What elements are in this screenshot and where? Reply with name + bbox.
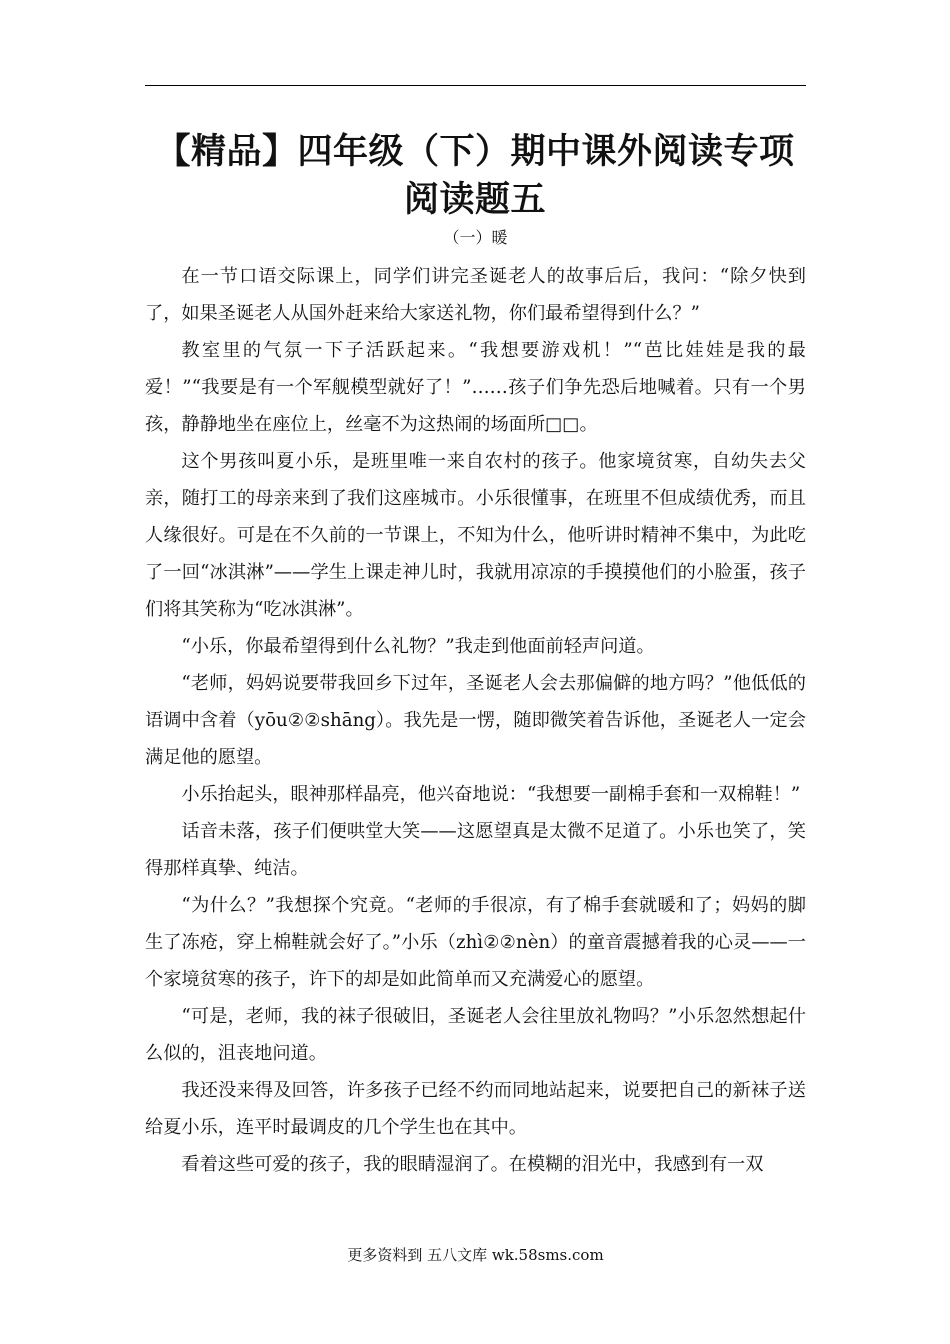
- header-rule: [145, 85, 806, 86]
- paragraph: 这个男孩叫夏小乐，是班里唯一来自农村的孩子。他家境贫寒，自幼失去父亲，随打工的母亲来到了我们这座城市。小乐很懂事，在班里不但成绩优秀，而且人缘很好。可是在不久前的一节课上，不知为什么，他听讲时精神不集中，为此吃了一回“冰淇淋”——学生上课走神儿时，我就用凉凉的手摸摸他们的小脸蛋，孩子们将其笑称为“吃冰淇淋”。: [145, 451, 806, 620]
- paragraph: 话音未落，孩子们便哄堂大笑——这愿望真是太微不足道了。小乐也笑了，笑得那样真挚、纯洁。: [145, 821, 806, 879]
- paragraph: 我还没来得及回答，许多孩子已经不约而同地站起来，说要把自己的新袜子送给夏小乐，连平时最调皮的几个学生也在其中。: [145, 1080, 806, 1138]
- paragraph: “为什么？”我想探个究竟。“老师的手很凉，有了棉手套就暖和了；妈妈的脚生了冻疮，穿上棉鞋就会好了。”小乐（zhì②②nèn）的童音震撼着我的心灵——一个家境贫寒的孩子，许下的却是如此简单而又充满爱心的愿望。: [145, 895, 806, 990]
- paragraph: 小乐抬起头，眼神那样晶亮，他兴奋地说：“我想要一副棉手套和一双棉鞋！”: [181, 784, 801, 805]
- paragraph: 教室里的气氛一下子活跃起来。“我想要游戏机！”“芭比娃娃是我的最爱！”“我要是有一个军舰模型就好了！”……孩子们争先恐后地喊着。只有一个男孩，静静地坐在座位上，丝毫不为这热闹的场面所□□。: [145, 340, 806, 435]
- paragraph: 在一节口语交际课上，同学们讲完圣诞老人的故事后后，我问：“除夕快到了，如果圣诞老人从国外赶来给大家送礼物，你们最希望得到什么？”: [145, 266, 806, 324]
- paragraph: “可是，老师，我的袜子很破旧，圣诞老人会往里放礼物吗？”小乐忽然想起什么似的，沮丧地问道。: [145, 1006, 806, 1064]
- page-title: [130, 128, 820, 224]
- paragraph: 看着这些可爱的孩子，我的眼睛湿润了。在模糊的泪光中，我感到有一双: [181, 1154, 764, 1175]
- article-body: [145, 258, 806, 1183]
- paragraph: “老师，妈妈说要带我回乡下过年，圣诞老人会去那偏僻的地方吗？”他低低的语调中含着（yōu②②shāng）。我先是一愣，随即微笑着告诉他，圣诞老人一定会满足他的愿望。: [145, 673, 806, 768]
- title-line-1: 【精品】四年级（下）期中课外阅读专项: [155, 132, 795, 172]
- page-footer: 更多资料到 五八文库 wk.58sms.com: [347, 1246, 604, 1264]
- paragraph: “小乐，你最希望得到什么礼物？”我走到他面前轻声问道。: [181, 636, 655, 657]
- title-line-2: 阅读题五: [403, 180, 546, 220]
- section-subtitle: （一）暖: [443, 228, 508, 247]
